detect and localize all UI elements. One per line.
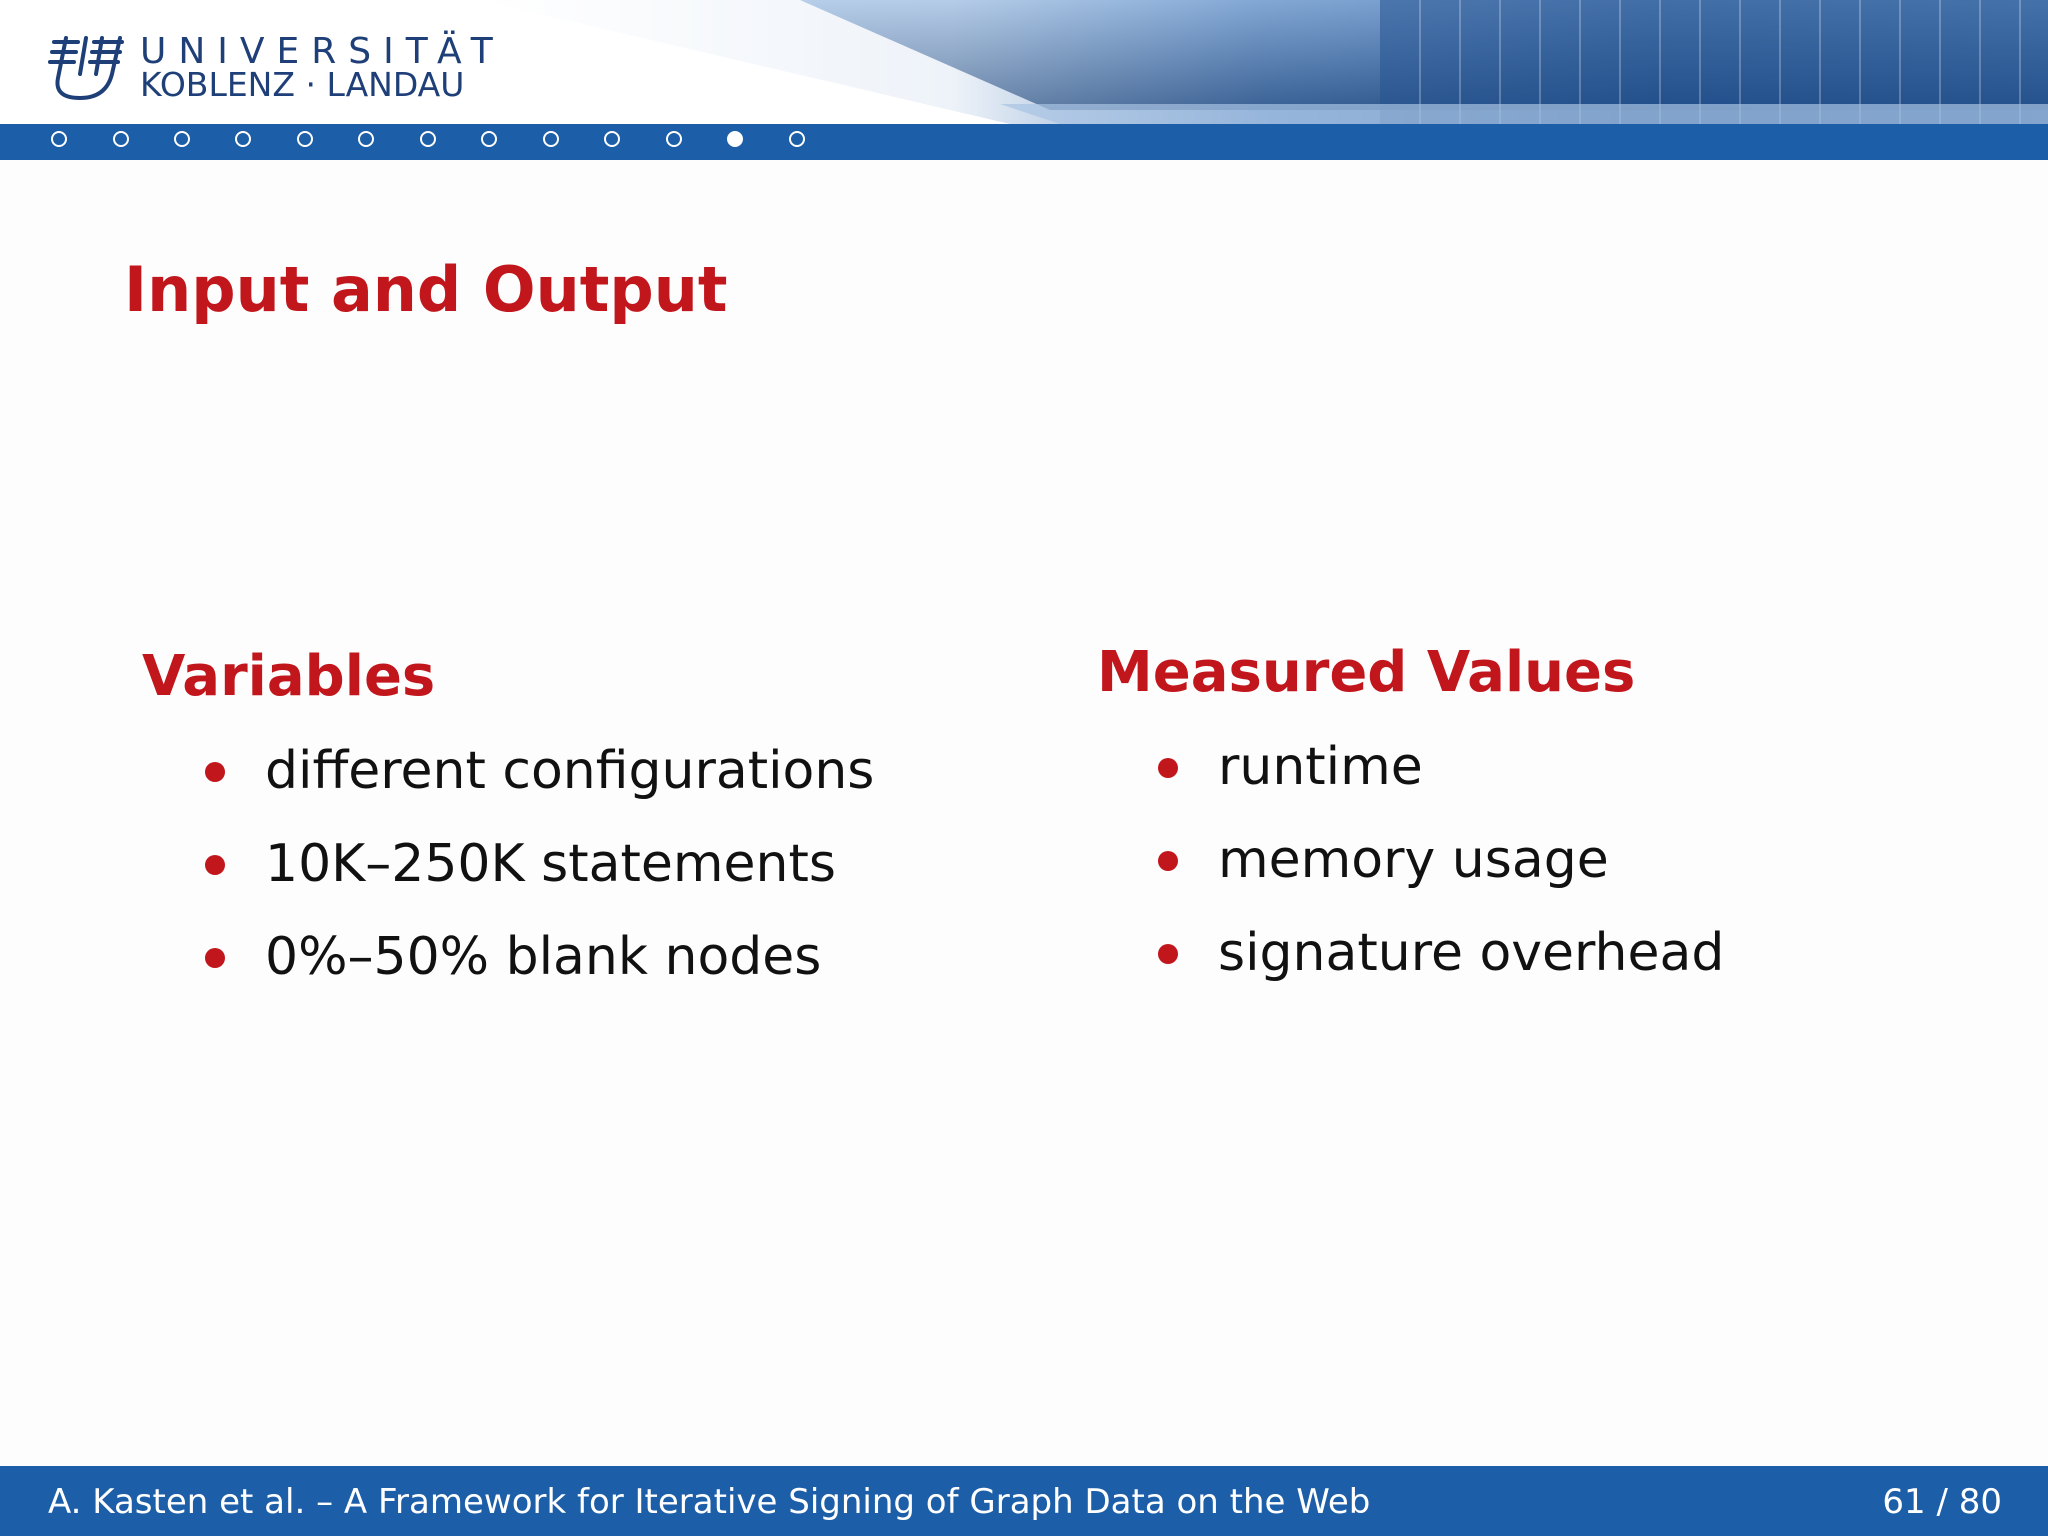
list-item (1218, 918, 1724, 1011)
list-item-text: 10K–250K statements (265, 834, 836, 894)
bullet-dot-icon (205, 762, 225, 782)
nav-dot-11[interactable] (666, 131, 682, 147)
bullet-dot-icon (1158, 851, 1178, 871)
variables-heading: Variables (142, 644, 436, 709)
nav-dot-12[interactable] (727, 131, 743, 147)
variables-list (265, 736, 874, 1015)
nav-dot-3[interactable] (174, 131, 190, 147)
university-logo-icon (44, 34, 136, 104)
list-item (1218, 732, 1724, 825)
slide-header (0, 0, 2048, 124)
nav-dot-1[interactable] (51, 131, 67, 147)
measured-values-heading: Measured Values (1097, 640, 1636, 705)
nav-dot-2[interactable] (113, 131, 129, 147)
bullet-dot-icon (1158, 944, 1178, 964)
list-item-text: signature overhead (1218, 923, 1725, 983)
nav-dot-9[interactable] (543, 131, 559, 147)
university-name-line2: KOBLENZ · LANDAU (140, 65, 465, 104)
slide-title: Input and Output (124, 253, 728, 326)
list-item (265, 736, 874, 829)
list-item-text: runtime (1218, 737, 1423, 797)
list-item (265, 922, 874, 1015)
measured-values-list (1218, 732, 1724, 1011)
nav-dot-5[interactable] (297, 131, 313, 147)
bullet-dot-icon (1158, 758, 1178, 778)
list-item-text: 0%–50% blank nodes (265, 927, 822, 987)
bullet-dot-icon (205, 855, 225, 875)
list-item-text: different configurations (265, 741, 875, 801)
nav-dot-6[interactable] (358, 131, 374, 147)
university-name-line1: UNIVERSITÄT (140, 31, 505, 72)
list-item-text: memory usage (1218, 830, 1609, 890)
nav-dot-8[interactable] (481, 131, 497, 147)
nav-dot-10[interactable] (604, 131, 620, 147)
bullet-dot-icon (205, 948, 225, 968)
nav-dot-4[interactable] (235, 131, 251, 147)
nav-dot-13[interactable] (789, 131, 805, 147)
list-item (1218, 825, 1724, 918)
footer-citation: A. Kasten et al. – A Framework for Iterative Signing of Graph Data on the Web (48, 1482, 1371, 1522)
list-item (265, 829, 874, 922)
nav-dot-7[interactable] (420, 131, 436, 147)
page-number: 61 / 80 (1882, 1482, 2002, 1522)
